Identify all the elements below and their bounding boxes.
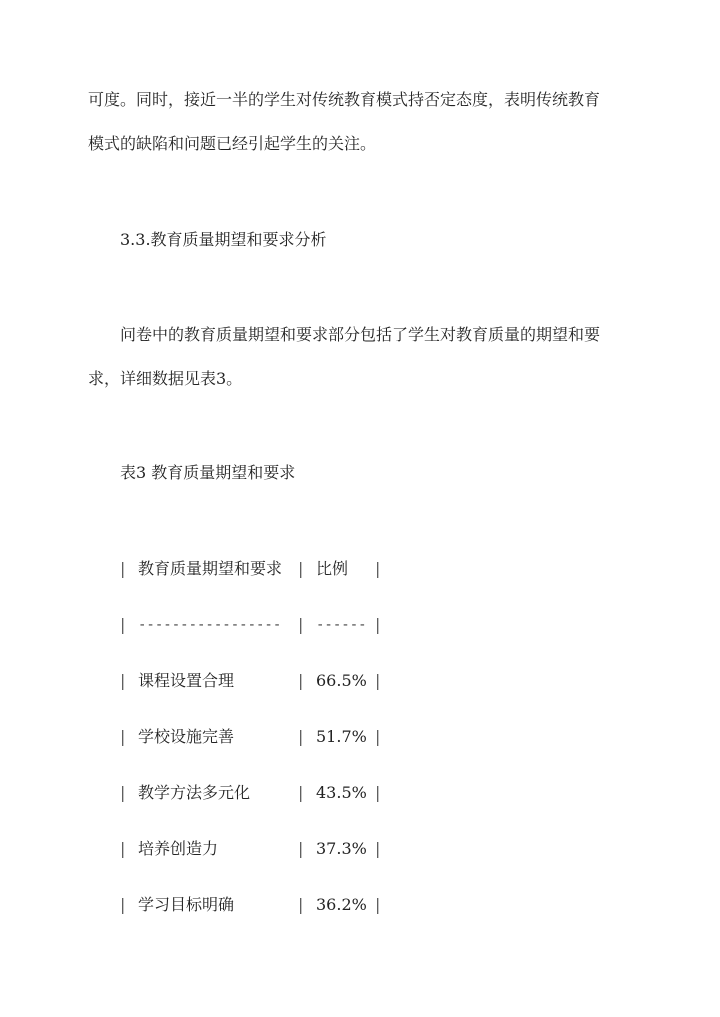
paragraph-line: 求，详细数据见表3。 bbox=[88, 369, 243, 388]
table-header-row bbox=[0, 557, 720, 581]
table-pipe: | bbox=[298, 671, 304, 690]
table-pipe: | bbox=[298, 559, 304, 578]
section-heading: 3.3.教育质量期望和要求分析 bbox=[120, 230, 327, 249]
table-caption: 表3 教育质量期望和要求 bbox=[120, 463, 296, 482]
table-pipe: | bbox=[120, 615, 126, 634]
table-row bbox=[0, 669, 720, 693]
table-header-ratio: 比例 bbox=[316, 559, 349, 578]
table-pipe: | bbox=[375, 839, 381, 858]
table-pipe: | bbox=[120, 671, 126, 690]
table-row bbox=[0, 781, 720, 805]
paragraph-line: 问卷中的教育质量期望和要求部分包括了学生对教育质量的期望和要 bbox=[120, 325, 601, 344]
table-cell-ratio: 51.7% bbox=[316, 727, 367, 746]
table-row bbox=[0, 893, 720, 917]
table-pipe: | bbox=[298, 615, 304, 634]
table-pipe: | bbox=[375, 671, 381, 690]
table-cell-ratio: 37.3% bbox=[316, 839, 367, 858]
table-cell-item: 学校设施完善 bbox=[138, 727, 235, 746]
table-cell-item: 学习目标明确 bbox=[138, 895, 235, 914]
table-pipe: | bbox=[120, 727, 126, 746]
table-separator-row bbox=[0, 613, 720, 637]
table-cell-item: 教学方法多元化 bbox=[138, 783, 251, 802]
table-pipe: | bbox=[120, 783, 126, 802]
table-cell-item: 培养创造力 bbox=[138, 839, 219, 858]
table-pipe: | bbox=[298, 895, 304, 914]
table-pipe: | bbox=[375, 727, 381, 746]
table-pipe: | bbox=[375, 559, 381, 578]
table-header-item: 教育质量期望和要求 bbox=[138, 559, 283, 578]
table-pipe: | bbox=[120, 839, 126, 858]
table-row bbox=[0, 725, 720, 749]
table-pipe: | bbox=[298, 727, 304, 746]
paragraph-line: 模式的缺陷和问题已经引起学生的关注。 bbox=[88, 134, 377, 153]
table-separator-item: ----------------- bbox=[138, 617, 282, 633]
table-pipe: | bbox=[298, 839, 304, 858]
table-pipe: | bbox=[120, 559, 126, 578]
table-pipe: | bbox=[120, 895, 126, 914]
table-cell-ratio: 43.5% bbox=[316, 783, 367, 802]
table-pipe: | bbox=[375, 615, 381, 634]
table-pipe: | bbox=[298, 783, 304, 802]
table-pipe: | bbox=[375, 895, 381, 914]
table-cell-ratio: 66.5% bbox=[316, 671, 367, 690]
table-cell-item: 课程设置合理 bbox=[138, 671, 235, 690]
table-pipe: | bbox=[375, 783, 381, 802]
table-cell-ratio: 36.2% bbox=[316, 895, 367, 914]
table-separator-ratio: ------ bbox=[316, 617, 367, 633]
table-row bbox=[0, 837, 720, 861]
paragraph-line: 可度。同时，接近一半的学生对传统教育模式持否定态度，表明传统教育 bbox=[88, 90, 601, 109]
